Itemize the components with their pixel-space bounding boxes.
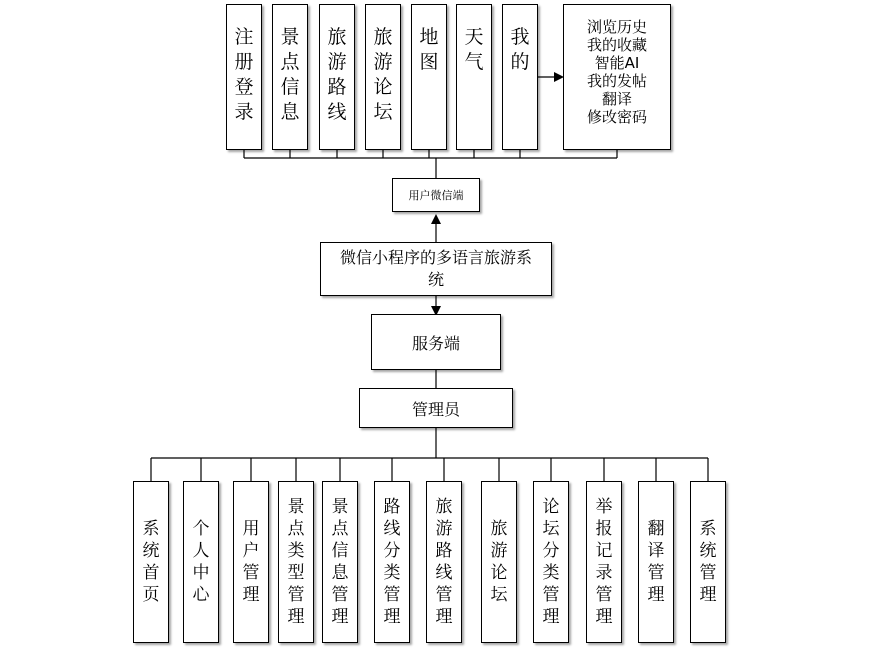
module-label: 路 线 分 类 管 理: [383, 497, 401, 627]
module-label: 旅 游 路 线 管 理: [435, 497, 453, 627]
system-title-line1: 微信小程序的多语言旅游系: [339, 248, 532, 267]
admin-module-travel-forum: [481, 481, 517, 643]
module-label: 景 点 信 息: [280, 26, 300, 123]
module-mine: [502, 4, 538, 150]
admin-module-system-management: [690, 481, 726, 643]
module-scenic-info: [272, 4, 308, 150]
admin-module-scenic-info-management: [322, 481, 358, 643]
submenu-item: 修改密码: [586, 108, 647, 126]
module-map: [411, 4, 447, 150]
admin-module-system-home: [133, 481, 169, 643]
module-travel-routes: [319, 4, 355, 150]
module-weather: [456, 4, 492, 150]
system-box: [320, 242, 552, 296]
module-label: 翻 译 管 理: [647, 519, 665, 605]
module-label: 论 坛 分 类 管 理: [542, 497, 560, 627]
admin-module-route-category-management: [374, 481, 410, 643]
admin-module-travel-route-management: [426, 481, 462, 643]
module-label: 系 统 管 理: [699, 519, 717, 605]
admin-module-forum-category-management: [533, 481, 569, 643]
mine-submenu-box: [563, 4, 671, 150]
module-label: 注 册 登 录: [234, 26, 254, 123]
module-label: 景 点 类 型 管 理: [287, 497, 305, 627]
server-box: [371, 314, 501, 370]
system-title-line2: 统: [427, 270, 444, 289]
submenu-item: 智能AI: [594, 54, 640, 72]
admin-module-report-record-management: [586, 481, 622, 643]
module-label: 我 的: [510, 26, 530, 73]
module-label: 举 报 记 录 管 理: [595, 497, 613, 627]
server-label: 服务端: [411, 333, 460, 353]
submenu-item: 我的发帖: [586, 72, 647, 90]
module-label: 个 人 中 心: [192, 519, 210, 605]
admin-module-personal-center: [183, 481, 219, 643]
module-label: 旅 游 路 线: [327, 26, 347, 123]
module-label: 系 统 首 页: [142, 519, 160, 605]
module-label: 天 气: [464, 26, 484, 73]
submenu-item: 翻译: [601, 90, 632, 108]
admin-module-translation-management: [638, 481, 674, 643]
submenu-item: 浏览历史: [586, 18, 647, 36]
admin-box: [359, 388, 513, 428]
module-travel-forum: [365, 4, 401, 150]
client-label: 用户微信端: [408, 189, 464, 202]
module-label: 地 图: [419, 26, 439, 73]
admin-module-user-management: [233, 481, 269, 643]
module-label: 旅 游 论 坛: [373, 26, 393, 123]
client-box: [392, 178, 480, 212]
module-label: 用 户 管 理: [242, 519, 260, 605]
module-register-login: [226, 4, 262, 150]
module-label: 景 点 信 息 管 理: [331, 497, 349, 627]
module-label: 旅 游 论 坛: [490, 519, 508, 605]
admin-label: 管理员: [411, 399, 460, 419]
submenu-item: 我的收藏: [586, 36, 647, 54]
admin-module-scenic-type-management: [278, 481, 314, 643]
